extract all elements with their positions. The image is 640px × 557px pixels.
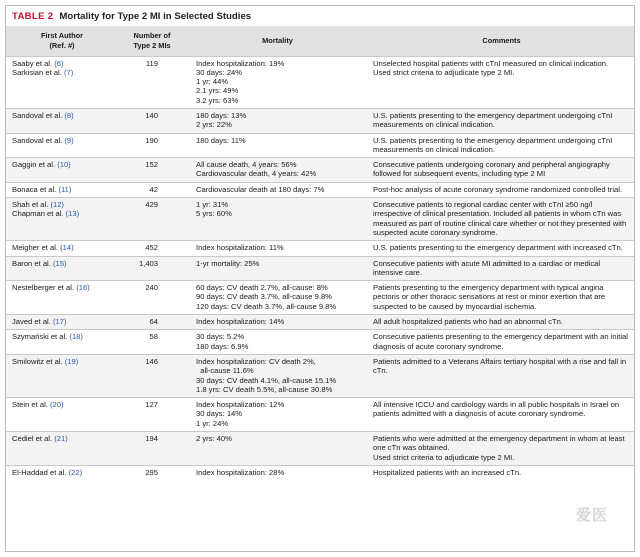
author-name: Bonaca et al. [12,184,57,194]
cell-comments [369,158,634,183]
table-row [6,241,634,256]
mortality-line: 2 yrs: 22% [196,120,232,130]
mortality-line: Index hospitalization: 19% [196,58,285,68]
cell-mortality [186,198,369,241]
cell-mortality [186,133,369,158]
comment-text: Patients who were admitted at the emergency department in whom at least one cTn was obtained. [373,434,625,453]
comment-text: Consecutive patients to regional cardiac center with cTnI ≥50 ng/l irrespective of clinical presentation. Included all patients in whom cTn was measured as part of routine clinical care whether or not they presented with suspected acute coronary syndrome. [373,200,627,237]
cell-mortality [186,432,369,466]
comment-text: All intensive ICCU and cardiology wards in all public hospitals in Israel on patients admitted with a diagnosis of acute coronary syndrome. [373,400,620,419]
cell-count: 240 [118,281,186,315]
cell-mortality [186,108,369,133]
author-entry [12,400,114,409]
cell-count: 146 [118,354,186,397]
cell-mortality [186,256,369,281]
author-name: Sarkisian et al. [12,67,62,77]
author-name: Chapman et al. [12,209,64,219]
mortality-line: All cause death, 4 years: 56% [196,160,297,170]
mortality-line: 30 days: 24% [196,67,243,77]
mortality-line: 1 yr: 31% [196,200,229,210]
author-entry [12,283,114,292]
mortality-line: 30 days: CV death 4.1%, all-cause 15.1% [196,375,337,385]
author-name: Baron et al. [12,258,51,268]
table-row [6,182,634,197]
reference-link[interactable]: (7) [63,67,74,77]
comment-text: Unselected hospital patients with cTnI measured on clinical indication. [373,58,609,68]
cell-comments [369,432,634,466]
watermark-logo: 爱医 [575,507,608,524]
cell-author [6,256,118,281]
cell-comments [369,133,634,158]
cell-mortality [186,182,369,197]
reference-link[interactable]: (11) [58,184,72,194]
mortality-line: Cardiovascular death, 4 years: 42% [196,169,317,179]
mortality-line: 1 yr: 24% [196,418,229,428]
mortality-line: 30 days: 5.2% [196,332,245,342]
mortality-line: 60 days: CV death 2.7%, all-cause: 8% [196,283,328,293]
comment-text: Consecutive patients presenting to the emergency department with an initial diagnosis of acute coronary syndrome. [373,332,628,351]
author-name: Shah et al. [12,200,49,210]
mortality-line: Index hospitalization: CV death 2%, [196,356,316,366]
mortality-line: 120 days: CV death 3.7%, all-cause 9.8% [196,301,337,311]
author-name: Cediel et al. [12,434,53,443]
comment-text: U.S. patients presenting to the emergency department undergoing cTnI measurements on clinical indication. [373,135,613,154]
table-row [6,432,634,466]
reference-link[interactable]: (8) [64,110,74,120]
author-entry [12,357,114,366]
table-row [6,465,634,480]
author-entry [12,317,114,326]
mortality-table-container [5,5,635,552]
header-row [6,26,634,56]
table-row [6,398,634,432]
cell-mortality [186,56,369,108]
author-name: Stein et al. [12,400,48,410]
reference-link[interactable]: (10) [57,160,71,170]
mortality-line: 2.1 yrs: 49% [196,86,239,96]
cell-count: 152 [118,158,186,183]
cell-author [6,432,118,466]
mortality-line: 90 days: CV death 3.7%, all-cause 9.8% [196,292,332,302]
mortality-line: 3.2 yrs: 63% [196,95,239,105]
author-entry [12,68,114,77]
header-mortality: Mortality [262,36,293,45]
table-row [6,354,634,397]
cell-count: 127 [118,398,186,432]
cell-comments [369,354,634,397]
mortality-line: 2 yrs: 40% [196,434,232,443]
reference-link[interactable]: (14) [60,243,74,253]
cell-mortality [186,158,369,183]
cell-comments [369,56,634,108]
table-title: Mortality for Type 2 MI in Selected Studies [59,10,252,22]
table-row [6,108,634,133]
mortality-line: 180 days: 11% [196,135,246,145]
cell-mortality [186,398,369,432]
header-author-line1: First Author [40,31,83,41]
cell-mortality [186,465,369,480]
cell-author [6,182,118,197]
reference-link[interactable]: (16) [76,283,90,293]
comment-text: Used strict criteria to adjudicate type 2 MI. [373,67,515,77]
table-row [6,256,634,281]
author-name: Javed et al. [12,317,51,327]
cell-author [6,398,118,432]
cell-author [6,281,118,315]
cell-author [6,198,118,241]
author-name: El-Haddad et al. [12,467,67,477]
cell-comments [369,198,634,241]
reference-link[interactable]: (6) [54,58,64,68]
cell-author [6,133,118,158]
mortality-line: 180 days: 13% [196,110,247,120]
author-entry [12,332,114,341]
author-entry [12,200,114,209]
author-entry [12,136,114,145]
cell-mortality [186,315,369,330]
header-author-line2: (Ref. #) [49,40,75,50]
reference-link[interactable]: (20) [50,400,64,410]
mortality-line: 180 days: 6.9% [196,341,249,351]
author-entry [12,434,114,443]
author-name: Meigher et al. [12,243,59,253]
mortality-line: 30 days: 14% [196,409,243,419]
comment-text: U.S. patients presenting to the emergency department with increased cTn. [373,243,623,253]
table-header [6,26,634,56]
cell-author [6,315,118,330]
mortality-line: 1.8 yrs: CV death 5.5%, all-cause 30.8% [196,384,333,394]
mortality-line: 1 yr: 44% [196,77,229,87]
cell-author [6,465,118,480]
table-row [6,315,634,330]
cell-author [6,354,118,397]
reference-link[interactable]: (19) [64,356,79,366]
comment-text: Hospitalized patients with an increased cTn. [373,467,522,477]
reference-link[interactable]: (21) [54,434,68,443]
reference-link[interactable]: (18) [69,332,83,342]
table-row [6,158,634,183]
mortality-line: Index hospitalization: 11% [196,243,284,253]
table-row [6,56,634,108]
author-name: Sandoval et al. [12,135,63,145]
cell-author [6,330,118,355]
comment-text: All adult hospitalized patients who had an abnormal cTn. [373,317,563,327]
author-name: Nestelberger et al. [12,283,75,293]
author-entry [12,243,114,252]
cell-mortality [186,281,369,315]
table-row [6,133,634,158]
cell-count: 1,403 [118,256,186,281]
cell-comments [369,108,634,133]
cell-count: 452 [118,241,186,256]
cell-count: 42 [118,182,186,197]
comment-text: U.S. patients presenting to the emergency department undergoing cTnI measurements on clinical indication. [373,110,613,130]
cell-mortality [186,241,369,256]
author-name: Szymański et al. [12,332,68,342]
author-entry [12,209,114,218]
author-name: Gaggin et al. [12,160,56,170]
cell-comments [369,241,634,256]
cell-count: 58 [118,330,186,355]
header-comments: Comments [482,36,521,45]
mortality-line: Index hospitalization: 28% [196,467,285,477]
comment-text: Patients presenting to the emergency department with typical angina pectoris or other thoracic sensations at rest or minor exertion that are suspected to be caused by myocardial ischemia. [373,283,606,311]
cell-comments [369,281,634,315]
author-name: Sandoval et al. [12,110,63,120]
mortality-line: Index hospitalization: 12% [196,400,285,410]
mortality-table [6,26,634,480]
table-row [6,198,634,241]
cell-count: 140 [118,108,186,133]
author-entry [12,468,114,477]
cell-comments [369,465,634,480]
comment-text: Patients admitted to a Veterans Affairs tertiary hospital with a rise and fall in cTn. [373,356,627,376]
header-count-line1: Number of [133,31,171,41]
reference-link[interactable]: (22) [68,467,83,477]
cell-comments [369,398,634,432]
table-row [6,281,634,315]
author-entry [12,111,114,120]
cell-count: 295 [118,465,186,480]
author-name: Smilowitz et al. [12,356,63,366]
cell-comments [369,315,634,330]
comment-text: Consecutive patients with acute MI admitted to a cardiac or medical intensive care. [373,258,601,277]
reference-link[interactable]: (12) [50,200,64,210]
reference-link[interactable]: (13) [65,209,80,219]
table-caption [6,6,634,26]
cell-author [6,158,118,183]
cell-comments [369,256,634,281]
mortality-line: 1-yr mortality: 25% [196,258,260,268]
cell-count: 194 [118,432,186,466]
author-entry [12,185,114,194]
author-name: Saaby et al. [12,58,53,68]
header-count-line2: Type 2 MIs [133,40,171,50]
mortality-line: all-cause 11.6% [196,366,254,376]
comment-text: Used strict criteria to adjudicate type 2 MI. [373,452,515,462]
cell-author [6,56,118,108]
cell-comments [369,330,634,355]
author-entry [12,259,114,268]
author-entry [12,160,114,169]
cell-count: 119 [118,56,186,108]
cell-count: 190 [118,133,186,158]
reference-link[interactable]: (9) [64,135,74,145]
table-body [6,56,634,480]
cell-count: 64 [118,315,186,330]
mortality-line: Index hospitalization: 14% [196,317,285,327]
table-number: TABLE 2 [12,10,54,22]
mortality-line: Cardiovascular death at 180 days: 7% [196,184,325,194]
header-count [118,26,186,56]
cell-comments [369,182,634,197]
comment-text: Consecutive patients undergoing coronary and peripheral angiography followed for subsequent events, including type 2 MI [373,160,610,179]
cell-author [6,108,118,133]
header-author [6,26,118,56]
cell-mortality [186,330,369,355]
cell-mortality [186,354,369,397]
comment-text: Post-hoc analysis of acute coronary syndrome randomized controlled trial. [373,184,623,194]
reference-link[interactable]: (17) [52,317,67,327]
cell-author [6,241,118,256]
table-row [6,330,634,355]
mortality-line: 5 yrs: 60% [196,209,232,219]
reference-link[interactable]: (15) [52,258,67,268]
cell-count: 429 [118,198,186,241]
author-entry [12,59,114,68]
